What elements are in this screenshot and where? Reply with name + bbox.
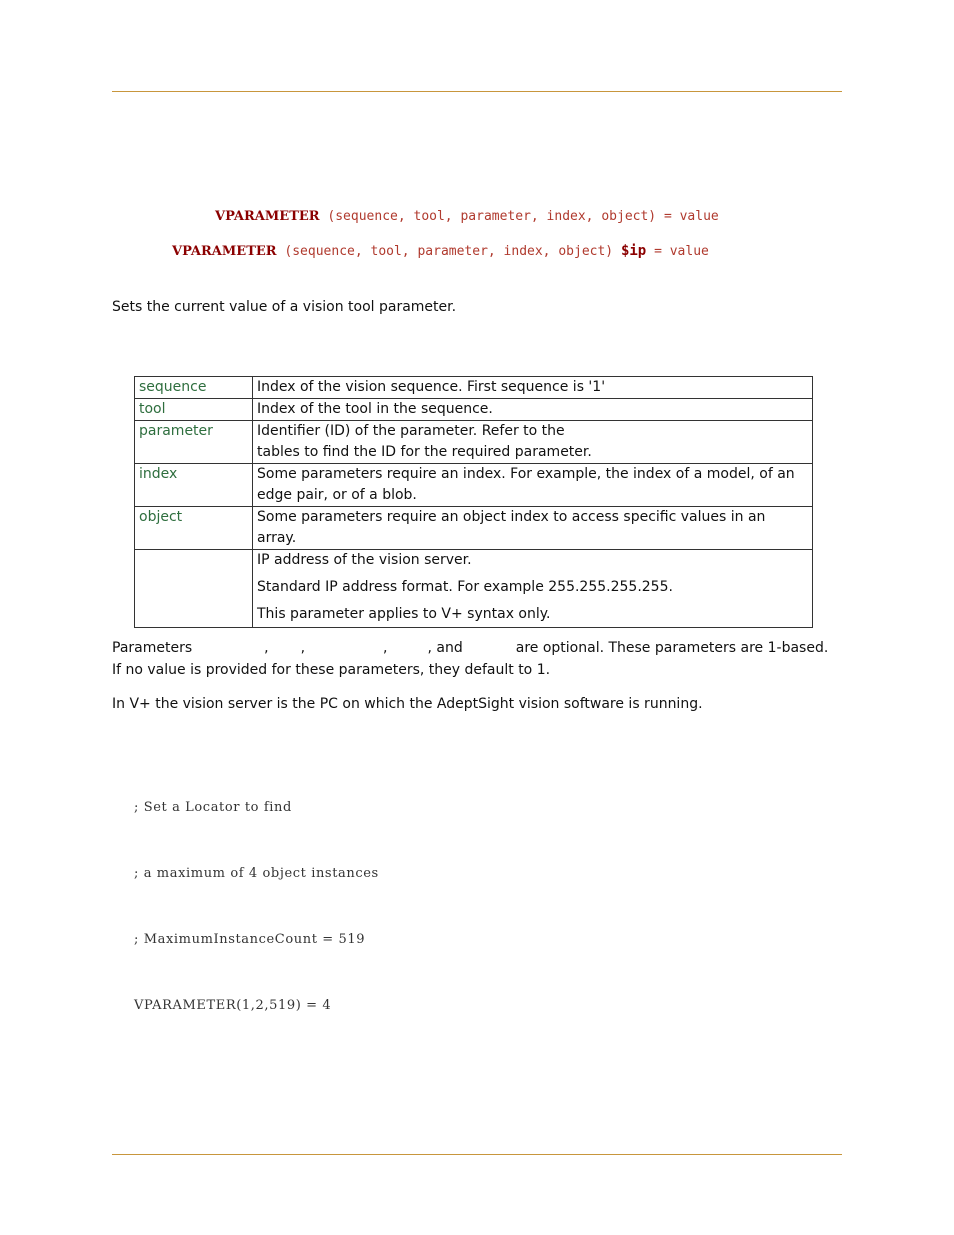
code-line: ; MaximumInstanceCount = 519 (134, 932, 366, 947)
param-desc-text: This parameter applies to V+ syntax only. (257, 606, 551, 622)
syntax-args: (sequence, tool, parameter, index, object) = value (319, 209, 719, 224)
param-name: tool (135, 399, 253, 421)
parameters-table (134, 376, 813, 628)
param-desc-text: IP address of the vision server. (257, 552, 472, 568)
code-line: ; a maximum of 4 object instances (134, 866, 379, 881)
details-text: , (383, 640, 388, 656)
details-text: , and (427, 640, 463, 656)
param-desc-text: Some parameters require an index. For example, the index of a model, of an (257, 466, 795, 482)
param-desc-text: Index of the tool in the sequence. (257, 401, 493, 417)
details-text: , (264, 640, 269, 656)
syntax-ip-arg: $ip (620, 243, 647, 259)
footer-rule (112, 1154, 842, 1155)
syntax-line-ip (172, 243, 709, 259)
param-name: parameter (135, 421, 253, 464)
param-name: object (135, 507, 253, 550)
code-line: VPARAMETER(1,2,519) = 4 (134, 998, 332, 1013)
description: Sets the current value of a vision tool parameter. (112, 299, 457, 315)
param-desc (253, 399, 813, 421)
param-desc-text: tables to find the ID for the required parameter. (257, 444, 592, 460)
table-row (135, 464, 813, 507)
param-desc (253, 507, 813, 550)
syntax-keyword: VPARAMETER (215, 209, 320, 224)
param-desc-text: Standard IP address format. For example 255.255.255.255. (257, 579, 673, 595)
param-desc-text: edge pair, or of a blob. (257, 487, 417, 503)
header-rule (112, 91, 842, 92)
param-desc (253, 550, 813, 628)
table-row (135, 550, 813, 628)
param-desc (253, 464, 813, 507)
details-text: If no value is provided for these parameters, they default to 1. (112, 662, 551, 678)
table-row (135, 377, 813, 399)
table-row (135, 399, 813, 421)
param-desc-text: Identifier (ID) of the parameter. Refer to the (257, 423, 565, 439)
syntax-args: (sequence, tool, parameter, index, object) (276, 244, 621, 259)
details-text: Parameters (112, 640, 193, 656)
details-text: are optional. These parameters are 1-based. (515, 640, 829, 656)
table-row (135, 507, 813, 550)
code-line: ; Set a Locator to find (134, 800, 292, 815)
param-name (135, 550, 253, 628)
syntax-keyword: VPARAMETER (172, 244, 277, 259)
param-desc-text: Index of the vision sequence. First sequence is '1' (257, 379, 606, 395)
syntax-line-value (215, 209, 719, 224)
param-name: index (135, 464, 253, 507)
param-name: sequence (135, 377, 253, 399)
details-paragraph-server: In V+ the vision server is the PC on which the AdeptSight vision software is running. (112, 696, 703, 712)
details-text: , (300, 640, 306, 656)
syntax-tail: = value (646, 244, 709, 259)
example-code (134, 753, 379, 1039)
param-desc-text: Some parameters require an object index to access specific values in an array. (257, 509, 766, 546)
param-desc (253, 421, 813, 464)
details-paragraph-optional (112, 637, 852, 681)
table-row (135, 421, 813, 464)
param-desc (253, 377, 813, 399)
